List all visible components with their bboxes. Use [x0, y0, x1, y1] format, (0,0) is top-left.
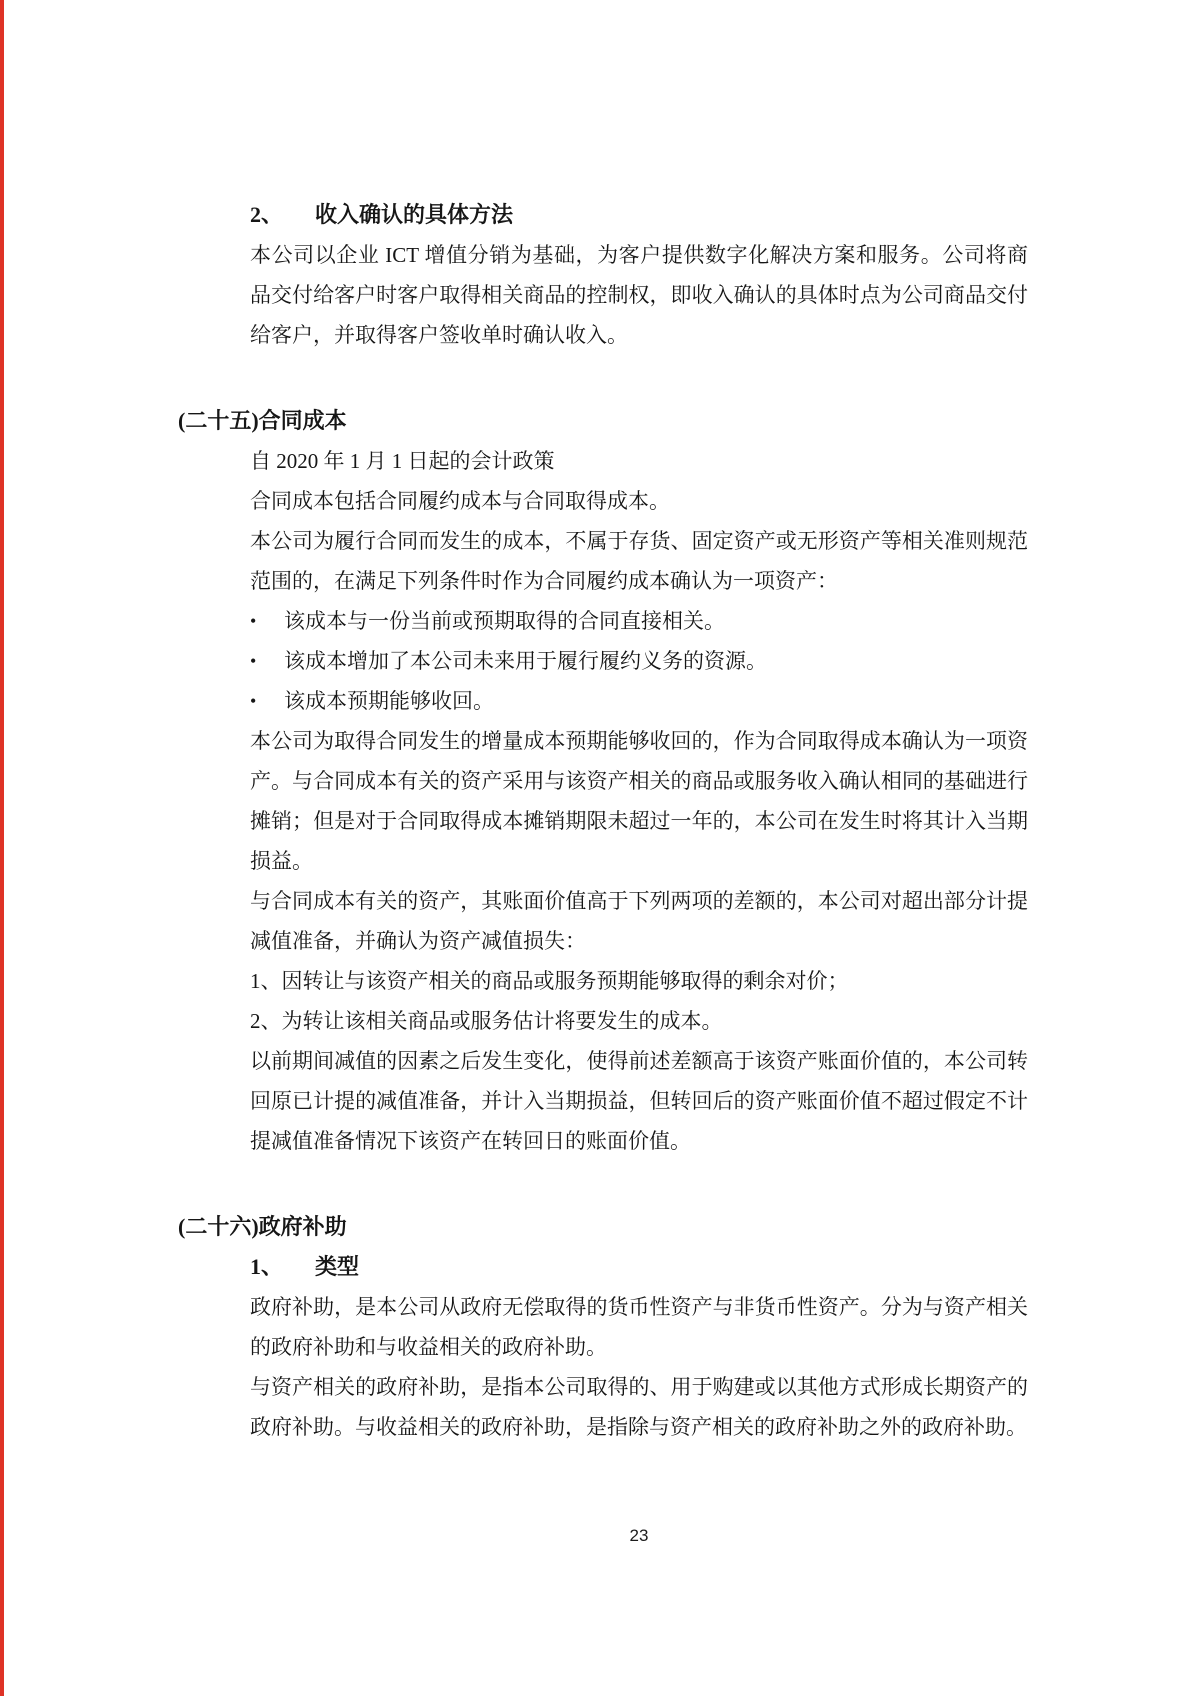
- section-heading-government-grant: (二十六)政府补助: [178, 1214, 347, 1239]
- bullet-icon: •: [250, 611, 257, 631]
- para-fulfillment-cost-conditions: 本公司为履行合同而发生的成本，不属于存货、固定资产或无形资产等相关准则规范范围的，在满足下列条件时作为合同履约成本确认为一项资产：: [250, 529, 1028, 593]
- section-heading-contract-cost: (二十五)合同成本: [178, 408, 347, 433]
- para-contract-cost-scope: 合同成本包括合同履约成本与合同取得成本。: [250, 489, 670, 513]
- heading-number: 2、: [250, 202, 284, 227]
- bullet-text: 该成本增加了本公司未来用于履行履约义务的资源。: [284, 649, 767, 673]
- para-revenue-recognition: 本公司以企业 ICT 增值分销为基础，为客户提供数字化解决方案和服务。公司将商品交付给客户时客户取得相关商品的控制权，即收入确认的具体时点为公司商品交付给客户，并取得客户签收单时确认收入。: [250, 243, 1028, 347]
- bullet-icon: •: [250, 691, 257, 711]
- scan-edge-artifact: [0, 0, 4, 1696]
- bullet-item-3: [250, 681, 1028, 721]
- heading-number: 1、: [250, 1254, 284, 1279]
- bullet-text: 该成本预期能够收回。: [284, 689, 494, 713]
- document-body: [178, 195, 1028, 1447]
- para-acquisition-cost: 本公司为取得合同发生的增量成本预期能够收回的，作为合同取得成本确认为一项资产。与合同成本有关的资产采用与该资产相关的商品或服务收入确认相同的基础进行摊销；但是对于合同取得成本摊销期限未超过一年的，本公司在发生时将其计入当期损益。: [250, 729, 1028, 873]
- bullet-item-2: [250, 641, 1028, 681]
- para-policy-effective-date: 自 2020 年 1 月 1 日起的会计政策: [250, 449, 555, 473]
- bullet-icon: •: [250, 651, 257, 671]
- heading-title: 类型: [315, 1254, 360, 1279]
- bullet-item-1: [250, 601, 1028, 641]
- para-impairment-reversal: 以前期间减值的因素之后发生变化，使得前述差额高于该资产账面价值的，本公司转回原已计提的减值准备，并计入当期损益，但转回后的资产账面价值不超过假定不计提减值准备情况下该资产在转回日的账面价值。: [250, 1049, 1028, 1153]
- heading-title: 收入确认的具体方法: [315, 202, 514, 227]
- para-impairment-intro: 与合同成本有关的资产，其账面价值高于下列两项的差额的，本公司对超出部分计提减值准备，并确认为资产减值损失：: [250, 889, 1028, 953]
- para-grant-types: 与资产相关的政府补助，是指本公司取得的、用于购建或以其他方式形成长期资产的政府补助。与收益相关的政府补助，是指除与资产相关的政府补助之外的政府补助。: [250, 1375, 1028, 1439]
- para-grant-definition: 政府补助，是本公司从政府无偿取得的货币性资产与非货币性资产。分为与资产相关的政府补助和与收益相关的政府补助。: [250, 1295, 1028, 1359]
- bullet-text: 该成本与一份当前或预期取得的合同直接相关。: [284, 609, 725, 633]
- list-item-impairment-2: 2、为转让该相关商品或服务估计将要发生的成本。: [250, 1009, 723, 1033]
- page-number: 23: [629, 1526, 649, 1545]
- list-item-impairment-1: 1、因转让与该资产相关的商品或服务预期能够取得的剩余对价；: [250, 969, 849, 993]
- heading-revenue-recognition-method: [250, 195, 1028, 235]
- heading-grant-type: [250, 1247, 1028, 1287]
